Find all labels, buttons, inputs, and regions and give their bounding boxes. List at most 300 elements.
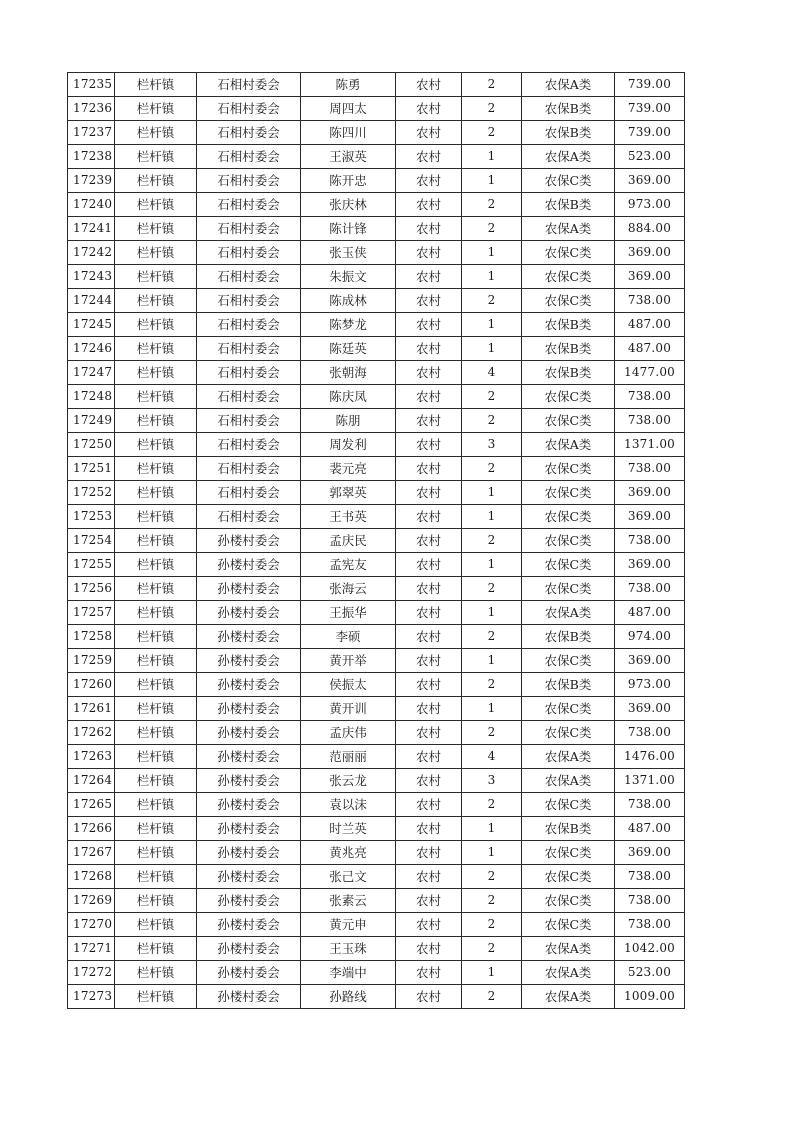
area-type-cell: 农村 [396,361,462,385]
id-cell: 17249 [68,409,115,433]
name-cell: 朱振文 [301,265,396,289]
id-cell: 17247 [68,361,115,385]
town-cell: 栏杆镇 [115,289,197,313]
category-cell: 农保B类 [522,673,615,697]
area-type-cell: 农村 [396,793,462,817]
table-row [68,169,685,193]
amount-cell: 1371.00 [615,769,685,793]
category-cell: 农保B类 [522,193,615,217]
town-cell: 栏杆镇 [115,409,197,433]
name-cell: 王玉珠 [301,937,396,961]
area-type-cell: 农村 [396,985,462,1009]
amount-cell: 1476.00 [615,745,685,769]
table-row [68,889,685,913]
id-cell: 17243 [68,265,115,289]
count-cell: 2 [462,121,522,145]
area-type-cell: 农村 [396,433,462,457]
town-cell: 栏杆镇 [115,697,197,721]
count-cell: 3 [462,769,522,793]
amount-cell: 738.00 [615,385,685,409]
id-cell: 17237 [68,121,115,145]
id-cell: 17263 [68,745,115,769]
village-cell: 石相村委会 [197,313,301,337]
name-cell: 李端中 [301,961,396,985]
area-type-cell: 农村 [396,193,462,217]
area-type-cell: 农村 [396,721,462,745]
area-type-cell: 农村 [396,769,462,793]
town-cell: 栏杆镇 [115,673,197,697]
table-row [68,985,685,1009]
name-cell: 张素云 [301,889,396,913]
category-cell: 农保A类 [522,745,615,769]
count-cell: 1 [462,505,522,529]
name-cell: 陈四川 [301,121,396,145]
name-cell: 周发利 [301,433,396,457]
village-cell: 石相村委会 [197,385,301,409]
count-cell: 2 [462,865,522,889]
count-cell: 1 [462,841,522,865]
town-cell: 栏杆镇 [115,529,197,553]
village-cell: 孙楼村委会 [197,673,301,697]
count-cell: 2 [462,793,522,817]
count-cell: 2 [462,625,522,649]
town-cell: 栏杆镇 [115,217,197,241]
village-cell: 孙楼村委会 [197,841,301,865]
name-cell: 黄开举 [301,649,396,673]
category-cell: 农保B类 [522,337,615,361]
town-cell: 栏杆镇 [115,241,197,265]
amount-cell: 738.00 [615,721,685,745]
table-row [68,73,685,97]
category-cell: 农保B类 [522,313,615,337]
count-cell: 1 [462,145,522,169]
amount-cell: 739.00 [615,121,685,145]
name-cell: 王书英 [301,505,396,529]
area-type-cell: 农村 [396,529,462,553]
village-cell: 孙楼村委会 [197,601,301,625]
village-cell: 孙楼村委会 [197,769,301,793]
name-cell: 陈梦龙 [301,313,396,337]
name-cell: 孙路线 [301,985,396,1009]
town-cell: 栏杆镇 [115,841,197,865]
id-cell: 17266 [68,817,115,841]
village-cell: 石相村委会 [197,505,301,529]
count-cell: 2 [462,193,522,217]
village-cell: 孙楼村委会 [197,913,301,937]
category-cell: 农保A类 [522,217,615,241]
count-cell: 1 [462,481,522,505]
amount-cell: 738.00 [615,577,685,601]
count-cell: 2 [462,577,522,601]
table-row [68,481,685,505]
amount-cell: 369.00 [615,553,685,577]
category-cell: 农保B类 [522,817,615,841]
table-row [68,841,685,865]
id-cell: 17242 [68,241,115,265]
data-table [67,72,685,1009]
town-cell: 栏杆镇 [115,865,197,889]
name-cell: 孟庆伟 [301,721,396,745]
village-cell: 石相村委会 [197,457,301,481]
table-row [68,961,685,985]
id-cell: 17255 [68,553,115,577]
amount-cell: 738.00 [615,793,685,817]
id-cell: 17239 [68,169,115,193]
amount-cell: 487.00 [615,601,685,625]
amount-cell: 738.00 [615,457,685,481]
table-row [68,289,685,313]
area-type-cell: 农村 [396,961,462,985]
amount-cell: 523.00 [615,961,685,985]
name-cell: 张海云 [301,577,396,601]
count-cell: 2 [462,289,522,313]
count-cell: 2 [462,385,522,409]
village-cell: 孙楼村委会 [197,577,301,601]
amount-cell: 369.00 [615,841,685,865]
category-cell: 农保C类 [522,553,615,577]
count-cell: 2 [462,457,522,481]
village-cell: 石相村委会 [197,337,301,361]
name-cell: 张朝海 [301,361,396,385]
town-cell: 栏杆镇 [115,721,197,745]
area-type-cell: 农村 [396,241,462,265]
village-cell: 孙楼村委会 [197,721,301,745]
town-cell: 栏杆镇 [115,985,197,1009]
name-cell: 黄开训 [301,697,396,721]
id-cell: 17265 [68,793,115,817]
category-cell: 农保C类 [522,793,615,817]
table-row [68,937,685,961]
amount-cell: 369.00 [615,481,685,505]
id-cell: 17240 [68,193,115,217]
area-type-cell: 农村 [396,505,462,529]
category-cell: 农保C类 [522,889,615,913]
count-cell: 2 [462,721,522,745]
id-cell: 17245 [68,313,115,337]
town-cell: 栏杆镇 [115,337,197,361]
count-cell: 1 [462,241,522,265]
name-cell: 张云龙 [301,769,396,793]
area-type-cell: 农村 [396,481,462,505]
count-cell: 2 [462,217,522,241]
village-cell: 石相村委会 [197,481,301,505]
table-row [68,865,685,889]
id-cell: 17272 [68,961,115,985]
area-type-cell: 农村 [396,145,462,169]
amount-cell: 487.00 [615,337,685,361]
name-cell: 陈廷英 [301,337,396,361]
town-cell: 栏杆镇 [115,913,197,937]
count-cell: 2 [462,985,522,1009]
amount-cell: 738.00 [615,409,685,433]
id-cell: 17250 [68,433,115,457]
count-cell: 2 [462,913,522,937]
area-type-cell: 农村 [396,265,462,289]
town-cell: 栏杆镇 [115,649,197,673]
table-row [68,265,685,289]
count-cell: 1 [462,697,522,721]
village-cell: 石相村委会 [197,121,301,145]
id-cell: 17267 [68,841,115,865]
town-cell: 栏杆镇 [115,169,197,193]
table-row [68,721,685,745]
table-row [68,97,685,121]
count-cell: 1 [462,649,522,673]
count-cell: 2 [462,673,522,697]
amount-cell: 738.00 [615,913,685,937]
table-row [68,625,685,649]
area-type-cell: 农村 [396,169,462,193]
village-cell: 孙楼村委会 [197,529,301,553]
category-cell: 农保C类 [522,529,615,553]
category-cell: 农保C类 [522,385,615,409]
amount-cell: 1477.00 [615,361,685,385]
count-cell: 1 [462,313,522,337]
id-cell: 17235 [68,73,115,97]
count-cell: 4 [462,361,522,385]
category-cell: 农保B类 [522,361,615,385]
table-row [68,313,685,337]
name-cell: 张庆林 [301,193,396,217]
category-cell: 农保A类 [522,769,615,793]
town-cell: 栏杆镇 [115,481,197,505]
table-row [68,769,685,793]
table-row [68,457,685,481]
area-type-cell: 农村 [396,73,462,97]
amount-cell: 1371.00 [615,433,685,457]
count-cell: 1 [462,337,522,361]
area-type-cell: 农村 [396,121,462,145]
town-cell: 栏杆镇 [115,193,197,217]
table-row [68,745,685,769]
id-cell: 17264 [68,769,115,793]
amount-cell: 739.00 [615,73,685,97]
area-type-cell: 农村 [396,865,462,889]
area-type-cell: 农村 [396,649,462,673]
count-cell: 2 [462,889,522,913]
area-type-cell: 农村 [396,625,462,649]
village-cell: 石相村委会 [197,409,301,433]
id-cell: 17244 [68,289,115,313]
name-cell: 袁以沫 [301,793,396,817]
area-type-cell: 农村 [396,577,462,601]
table-row [68,913,685,937]
name-cell: 裴元亮 [301,457,396,481]
town-cell: 栏杆镇 [115,889,197,913]
table-row [68,529,685,553]
table-row [68,409,685,433]
category-cell: 农保A类 [522,433,615,457]
category-cell: 农保C类 [522,265,615,289]
id-cell: 17248 [68,385,115,409]
town-cell: 栏杆镇 [115,385,197,409]
name-cell: 陈庆凤 [301,385,396,409]
table-row [68,145,685,169]
name-cell: 孟宪友 [301,553,396,577]
village-cell: 孙楼村委会 [197,865,301,889]
area-type-cell: 农村 [396,841,462,865]
table-body [68,73,685,1009]
area-type-cell: 农村 [396,697,462,721]
id-cell: 17258 [68,625,115,649]
table-row [68,577,685,601]
town-cell: 栏杆镇 [115,745,197,769]
count-cell: 1 [462,553,522,577]
category-cell: 农保B类 [522,121,615,145]
town-cell: 栏杆镇 [115,505,197,529]
category-cell: 农保B类 [522,97,615,121]
name-cell: 陈成林 [301,289,396,313]
category-cell: 农保C类 [522,841,615,865]
name-cell: 时兰英 [301,817,396,841]
count-cell: 3 [462,433,522,457]
id-cell: 17256 [68,577,115,601]
table-row [68,673,685,697]
village-cell: 孙楼村委会 [197,817,301,841]
town-cell: 栏杆镇 [115,361,197,385]
table-row [68,121,685,145]
amount-cell: 884.00 [615,217,685,241]
amount-cell: 487.00 [615,313,685,337]
id-cell: 17273 [68,985,115,1009]
category-cell: 农保A类 [522,985,615,1009]
category-cell: 农保C类 [522,289,615,313]
table-row [68,385,685,409]
area-type-cell: 农村 [396,745,462,769]
id-cell: 17246 [68,337,115,361]
name-cell: 陈朋 [301,409,396,433]
name-cell: 李硕 [301,625,396,649]
table-row [68,337,685,361]
id-cell: 17236 [68,97,115,121]
amount-cell: 738.00 [615,889,685,913]
name-cell: 王淑英 [301,145,396,169]
village-cell: 石相村委会 [197,241,301,265]
area-type-cell: 农村 [396,289,462,313]
amount-cell: 738.00 [615,289,685,313]
village-cell: 石相村委会 [197,265,301,289]
town-cell: 栏杆镇 [115,265,197,289]
area-type-cell: 农村 [396,937,462,961]
id-cell: 17269 [68,889,115,913]
id-cell: 17253 [68,505,115,529]
table-row [68,817,685,841]
category-cell: 农保A类 [522,937,615,961]
name-cell: 陈开忠 [301,169,396,193]
area-type-cell: 农村 [396,409,462,433]
town-cell: 栏杆镇 [115,553,197,577]
village-cell: 石相村委会 [197,289,301,313]
count-cell: 1 [462,961,522,985]
category-cell: 农保A类 [522,73,615,97]
amount-cell: 369.00 [615,505,685,529]
village-cell: 石相村委会 [197,97,301,121]
name-cell: 周四太 [301,97,396,121]
count-cell: 2 [462,409,522,433]
village-cell: 孙楼村委会 [197,649,301,673]
town-cell: 栏杆镇 [115,961,197,985]
category-cell: 农保C类 [522,865,615,889]
count-cell: 4 [462,745,522,769]
category-cell: 农保C类 [522,913,615,937]
category-cell: 农保C类 [522,505,615,529]
amount-cell: 973.00 [615,673,685,697]
village-cell: 石相村委会 [197,193,301,217]
town-cell: 栏杆镇 [115,769,197,793]
area-type-cell: 农村 [396,913,462,937]
name-cell: 王振华 [301,601,396,625]
town-cell: 栏杆镇 [115,817,197,841]
village-cell: 孙楼村委会 [197,793,301,817]
table-row [68,217,685,241]
category-cell: 农保C类 [522,577,615,601]
id-cell: 17251 [68,457,115,481]
area-type-cell: 农村 [396,673,462,697]
amount-cell: 523.00 [615,145,685,169]
amount-cell: 369.00 [615,241,685,265]
village-cell: 石相村委会 [197,433,301,457]
area-type-cell: 农村 [396,889,462,913]
id-cell: 17241 [68,217,115,241]
id-cell: 17257 [68,601,115,625]
name-cell: 郭翠英 [301,481,396,505]
village-cell: 孙楼村委会 [197,985,301,1009]
town-cell: 栏杆镇 [115,313,197,337]
area-type-cell: 农村 [396,337,462,361]
category-cell: 农保A类 [522,961,615,985]
name-cell: 黄兆亮 [301,841,396,865]
category-cell: 农保C类 [522,409,615,433]
category-cell: 农保C类 [522,697,615,721]
amount-cell: 974.00 [615,625,685,649]
table-row [68,433,685,457]
name-cell: 范丽丽 [301,745,396,769]
name-cell: 陈计锋 [301,217,396,241]
town-cell: 栏杆镇 [115,937,197,961]
amount-cell: 738.00 [615,529,685,553]
category-cell: 农保A类 [522,145,615,169]
village-cell: 石相村委会 [197,361,301,385]
town-cell: 栏杆镇 [115,73,197,97]
id-cell: 17259 [68,649,115,673]
table-row [68,505,685,529]
town-cell: 栏杆镇 [115,145,197,169]
table-row [68,793,685,817]
town-cell: 栏杆镇 [115,433,197,457]
id-cell: 17261 [68,697,115,721]
table-row [68,193,685,217]
table-row [68,241,685,265]
id-cell: 17262 [68,721,115,745]
village-cell: 孙楼村委会 [197,625,301,649]
town-cell: 栏杆镇 [115,457,197,481]
area-type-cell: 农村 [396,817,462,841]
count-cell: 1 [462,265,522,289]
table-row [68,553,685,577]
name-cell: 侯振太 [301,673,396,697]
area-type-cell: 农村 [396,217,462,241]
village-cell: 孙楼村委会 [197,961,301,985]
id-cell: 17254 [68,529,115,553]
id-cell: 17270 [68,913,115,937]
town-cell: 栏杆镇 [115,121,197,145]
amount-cell: 1042.00 [615,937,685,961]
id-cell: 17252 [68,481,115,505]
area-type-cell: 农村 [396,385,462,409]
category-cell: 农保B类 [522,625,615,649]
count-cell: 2 [462,97,522,121]
amount-cell: 739.00 [615,97,685,121]
